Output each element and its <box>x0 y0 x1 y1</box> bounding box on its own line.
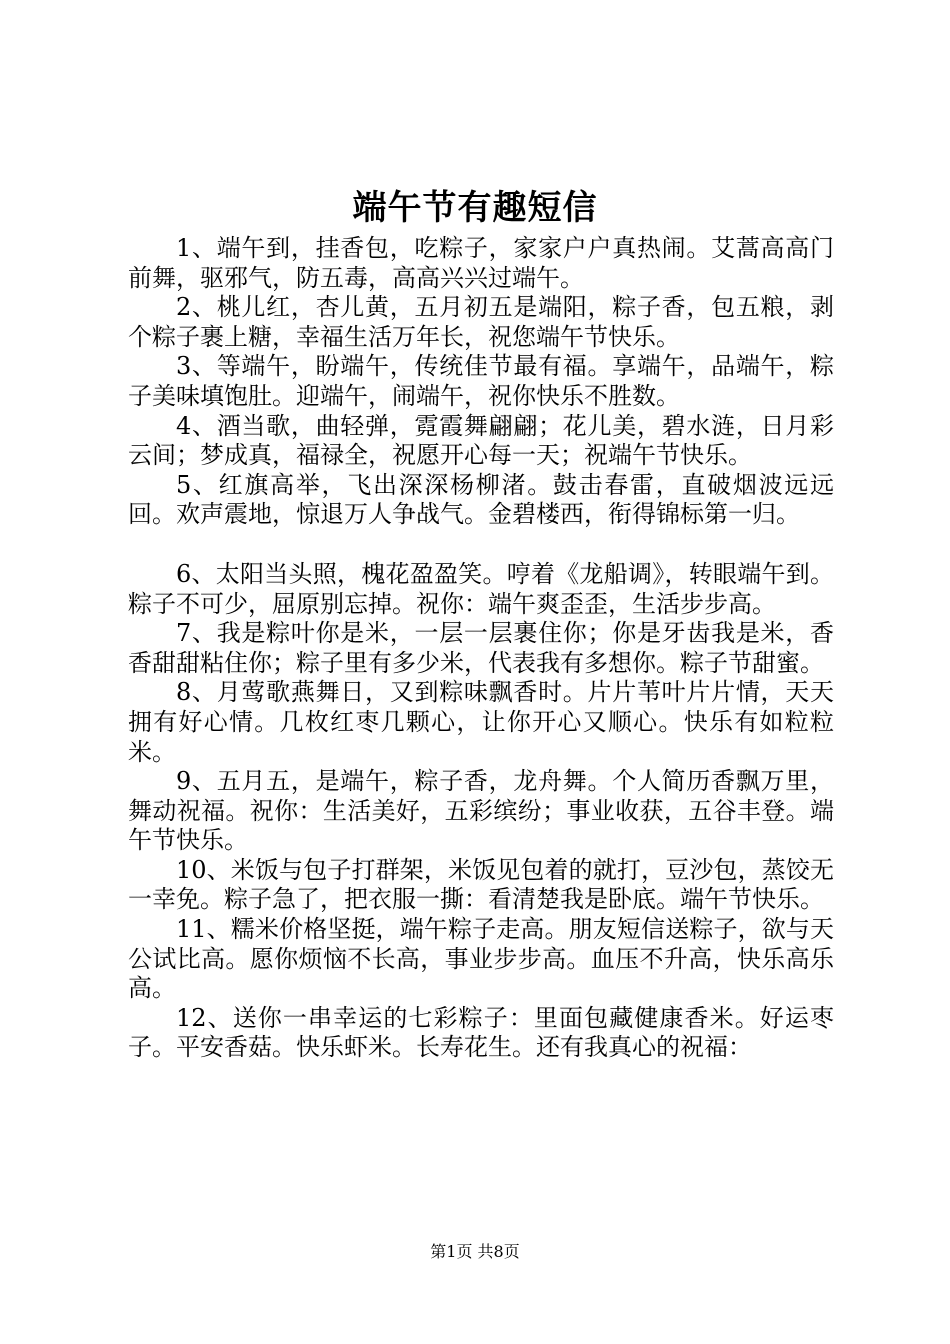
paragraph-3: 3、等端午，盼端午，传统佳节最有福。享端午，品端午，粽子美味填饱肚。迎端午，闹端午，祝你快乐不胜数。 <box>128 352 834 410</box>
paragraph-9: 9、五月五，是端午，粽子香，龙舟舞。个人简历香飘万里，舞动祝福。祝你：生活美好，五彩缤纷；事业收获，五谷丰登。端午节快乐。 <box>128 767 834 855</box>
paragraph-2: 2、桃儿红，杏儿黄，五月初五是端阳，粽子香，包五粮，剥个粽子裹上糖，幸福生活万年长，祝您端午节快乐。 <box>128 293 834 351</box>
paragraph-4: 4、酒当歌，曲轻弹，霓霞舞翩翩；花儿美，碧水涟，日月彩云间；梦成真，福禄全，祝愿开心每一天；祝端午节快乐。 <box>128 411 834 470</box>
paragraph-12: 12、送你一串幸运的七彩粽子：里面包藏健康香米。好运枣子。平安香菇。快乐虾米。长寿花生。还有我真心的祝福： <box>128 1003 834 1062</box>
document-title: 端午节有趣短信 <box>352 188 598 228</box>
paragraph-6: 6、太阳当头照，槐花盈盈笑。哼着《龙船调》，转眼端午到。粽子不可少，屈原别忘掉。祝你：端午爽歪歪，生活步步高。 <box>128 559 834 618</box>
paragraph-10: 10、米饭与包子打群架，米饭见包着的就打，豆沙包，蒸饺无一幸免。粽子急了，把衣服一撕：看清楚我是卧底。端午节快乐。 <box>128 855 834 914</box>
paragraph-5: 5、红旗高举，飞出深深杨柳渚。鼓击春雷，直破烟波远远回。欢声震地，惊退万人争战气。金碧楼西，衔得锦标第一归。 <box>128 470 834 529</box>
paragraph-spacer <box>128 530 834 560</box>
document-body <box>128 234 834 1063</box>
paragraph-1: 1、端午到，挂香包，吃粽子，家家户户真热闹。艾蒿高高门前舞，驱邪气，防五毒，高高兴兴过端午。 <box>128 234 834 292</box>
paragraph-11: 11、糯米价格坚挺，端午粽子走高。朋友短信送粽子，欲与天公试比高。愿你烦恼不长高，事业步步高。血压不升高，快乐高乐高。 <box>128 915 834 1003</box>
page-number-footer: 第1页 共8页 <box>430 1242 520 1261</box>
paragraph-7: 7、我是粽叶你是米，一层一层裹住你；你是牙齿我是米，香香甜甜粘住你；粽子里有多少米，代表我有多想你。粽子节甜蜜。 <box>128 619 834 677</box>
paragraph-8: 8、月莺歌燕舞日，又到粽味飘香时。片片苇叶片片情，天天拥有好心情。几枚红枣几颗心，让你开心又顺心。快乐有如粒粒米。 <box>128 678 834 766</box>
